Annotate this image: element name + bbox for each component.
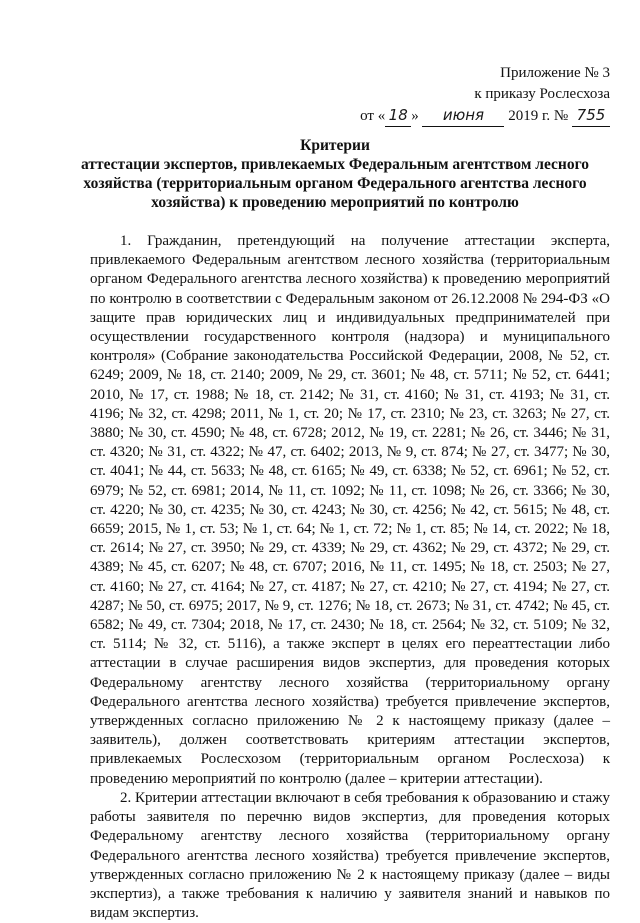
year-text: 2019 г. №: [508, 108, 569, 124]
document-title: [60, 136, 610, 212]
order-reference: к приказу Рослесхоза: [474, 86, 610, 102]
quote-close: »: [411, 108, 419, 124]
paragraph: 1. Гражданин, претендующий на получение аттестации эксперта, привлекаемого Федеральным агентством лесного хозяйства (территориальным органом Федерального агентства лесного хозяйства) к проведению мероприятий по контролю в соответствии с Федеральным законом от 26.12.2008 № 294-ФЗ «О защите прав юридических лиц и индивидуальных предпринимателей при осуществлении государственного контроля (надзора) и муниципального контроля» (Собрание законодательства Российской Федерации, 2008, № 52, ст. 6249; 2009, № 18, ст. 2140; 2009, № 29, ст. 3601; № 48, ст. 5711; № 52, ст. 6441; 2010, № 17, ст. 1988; № 18, ст. 2142; № 31, ст. 4160; № 31, ст. 4193; № 31, ст. 4196; № 32, ст. 4298; 2011, № 1, ст. 20; № 17, ст. 2310; № 23, ст. 3263; № 27, ст. 3880; № 30, ст. 4590; № 48, ст. 6728; 2012, № 19, ст. 2281; № 26, ст. 3446; № 31, ст. 4320; № 31, ст. 4322; № 47, ст. 6402; 2013, № 9, ст. 874; № 27, ст. 3477; № 30, ст. 4041; № 44, ст. 5633; № 48, ст. 6165; № 49, ст. 6338; № 52, ст. 6961; № 52, ст. 6979; № 52, ст. 6981; 2014, № 11, ст. 1092; № 11, ст. 1098; № 26, ст. 3366; № 30, ст. 4220; № 30, ст. 4235; № 30, ст. 4243; № 30, ст. 4256; № 42, ст. 5615; № 48, ст. 6659; 2015, № 1, ст. 53; № 1, ст. 64; № 1, ст. 72; № 1, ст. 85; № 14, ст. 2022; № 18, ст. 2614; № 27, ст. 3950; № 29, ст. 4339; № 29, ст. 4362; № 29, ст. 4372; № 29, ст. 4389; № 45, ст. 6207; № 48, ст. 6707; 2016, № 11, ст. 1495; № 18, ст. 2503; № 27, ст. 4160; № 27, ст. 4164; № 27, ст. 4187; № 27, ст. 4210; № 27, ст. 4194; № 27, ст. 4287; № 50, ст. 6975; 2017, № 9, ст. 1276; № 18, ст. 2673; № 31, ст. 4742; № 45, ст. 6582; № 49, ст. 7304; 2018, № 17, ст. 2430; № 18, ст. 2564; № 32, ст. 5109; № 32, ст. 5114; № 32, ст. 5116), а также эксперт в целях его переаттестации либо аттестации в случае расширения видов экспертиз, для проведения которых Федеральному агентству лесного хозяйства (территориальному органу Федерального агентства лесного хозяйства) требуется привлечение экспертов, утвержденных согласно приложению № 2 к настоящему приказу (далее – заявитель), должен соответствовать критериям аттестации экспертов, привлекаемых Рослесхозом (территориальным органом Рослесхоза) к проведению мероприятий по контролю (далее – критерии аттестации).: [90, 233, 610, 787]
appendix-header: [360, 63, 610, 127]
handwritten-day: 18: [385, 105, 411, 127]
title-subheading: аттестации экспертов, привлекаемых Федеральным агентством лесного хозяйства (территориальным органом Федерального агентства лесного хозяйства) к проведению мероприятий по контролю: [81, 156, 589, 211]
order-date-line: [360, 105, 610, 127]
handwritten-month: июня: [422, 105, 504, 127]
title-heading: Критерии: [300, 137, 370, 154]
appendix-label: Приложение № 3: [500, 65, 610, 81]
date-prefix: от «: [360, 108, 386, 124]
paragraph: 2. Критерии аттестации включают в себя требования к образованию и стажу работы заявителя по перечню видов экспертиз, для проведения которых Федеральному агентству лесного хозяйства (территориальному органу Федерального агентства лесного хозяйства) требуется привлечение экспертов, утвержденных согласно приложению № 2 к настоящему приказу (далее – виды экспертиз), а также требования к наличию у заявителя знаний и навыков по видам экспертиз.: [90, 789, 610, 922]
document-body: [90, 232, 610, 923]
handwritten-number: 755: [572, 105, 610, 127]
